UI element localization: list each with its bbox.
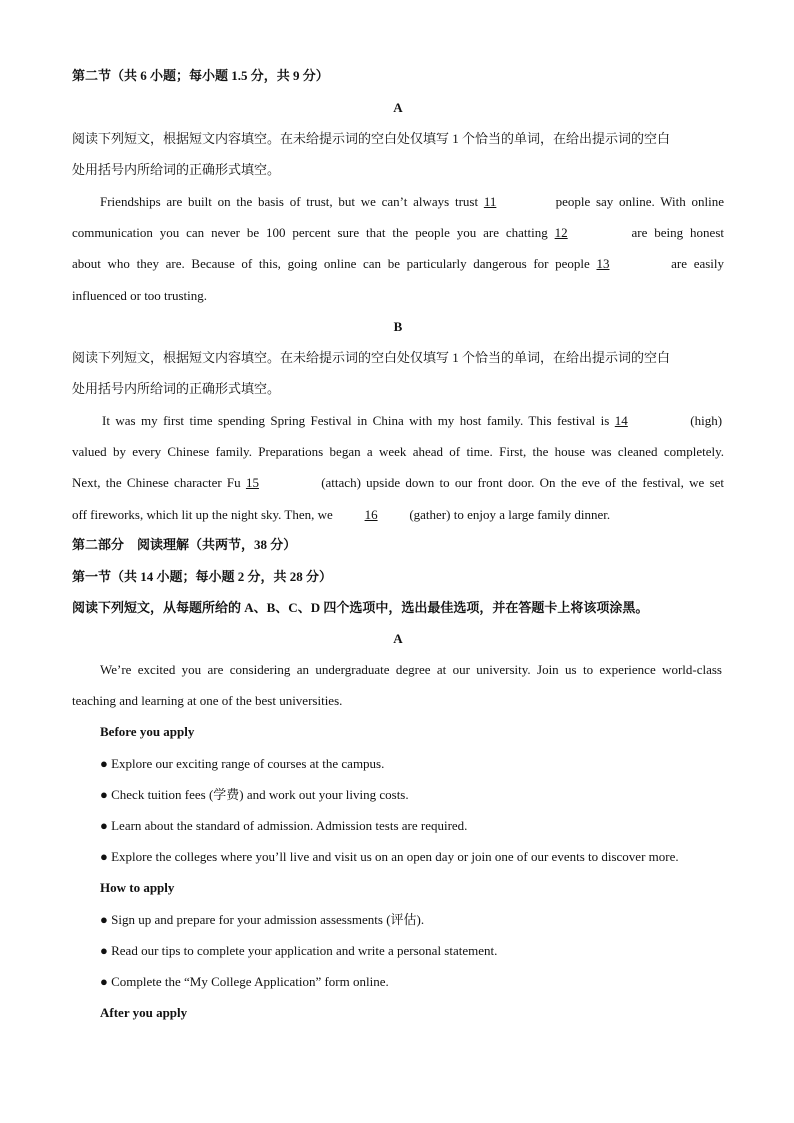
list-item: ● Learn about the standard of admission. Admission tests are required. — [100, 818, 468, 833]
text: off fireworks, which lit up the night sky. Then, we — [72, 507, 333, 522]
section-heading: 第二节（共 6 小题；每小题 1.5 分，共 9 分） — [72, 68, 329, 83]
paragraph-line — [102, 413, 722, 429]
paragraph-line — [100, 194, 724, 210]
list-item: ● Sign up and prepare for your admission assessments (评估). — [100, 912, 425, 927]
list-item: ● Complete the “My College Application” form online. — [100, 974, 389, 989]
part-heading: 第二部分 阅读理解（共两节，38 分） — [72, 537, 297, 552]
instruction-line-2: 处用括号内所给词的正确形式填空。 — [72, 381, 281, 396]
list-item: ● Check tuition fees (学费) and work out your living costs. — [100, 787, 409, 802]
passage-letter-a: A — [393, 631, 403, 646]
list-item: ● Explore the colleges where you’ll live and visit us on an open day or join one of our events to discover more. — [100, 849, 679, 864]
after-apply-heading: After you apply — [100, 1005, 188, 1020]
text: It was my first time spending Spring Festival in China with my host family. This festival is — [102, 413, 610, 428]
instruction-line-1: 阅读下列短文，根据短文内容填空。在未给提示词的空白处仅填写 1 个恰当的单词，在给出提示词的空白 — [72, 131, 671, 146]
text: people say online. With online — [555, 194, 724, 209]
blank-16: 16 — [364, 507, 378, 522]
paragraph-line — [72, 256, 724, 272]
text: (gather) to enjoy a large family dinner. — [409, 507, 611, 522]
text: (high) — [690, 413, 723, 428]
blank-11: 11 — [483, 194, 497, 209]
paragraph-line: valued by every Chinese family. Preparations began a week ahead of time. First, the house was cleaned completely. — [72, 444, 724, 459]
list-item: ● Read our tips to complete your application and write a personal statement. — [100, 943, 498, 958]
blank-15: 15 — [245, 475, 259, 490]
blank-12: 12 — [554, 225, 568, 240]
blank-14: 14 — [614, 413, 628, 428]
paragraph-line: influenced or too trusting. — [72, 288, 208, 303]
how-to-apply-heading: How to apply — [100, 880, 175, 895]
text: about who they are. Because of this, going online can be particularly dangerous for people — [72, 256, 590, 271]
text: communication you can never be 100 percent sure that the people you are chatting — [72, 225, 548, 240]
text: Next, the Chinese character Fu — [72, 475, 241, 490]
blank-13: 13 — [596, 256, 610, 271]
text: are being honest — [631, 225, 724, 240]
part-letter-b: B — [393, 319, 403, 334]
paragraph-line — [72, 225, 724, 241]
passage-intro-line: We’re excited you are considering an undergraduate degree at our university. Join us to experience world-class — [100, 662, 722, 677]
before-apply-heading: Before you apply — [100, 724, 195, 739]
list-item: ● Explore our exciting range of courses at the campus. — [100, 756, 385, 771]
paragraph-line — [72, 507, 724, 523]
part-letter-a: A — [393, 100, 403, 115]
text: are easily — [671, 256, 725, 271]
paragraph-line — [72, 475, 724, 491]
text: Friendships are built on the basis of trust, but we can’t always trust — [100, 194, 479, 209]
instruction-line-2: 处用括号内所给词的正确形式填空。 — [72, 162, 281, 177]
reading-instruction: 阅读下列短文，从每题所给的 A、B、C、D 四个选项中，选出最佳选项，并在答题卡上将该项涂黑。 — [72, 600, 649, 615]
passage-intro-line: teaching and learning at one of the best universities. — [72, 693, 343, 708]
section-heading: 第一节（共 14 小题；每小题 2 分，共 28 分） — [72, 569, 333, 584]
text: (attach) upside down to our front door. On the eve of the festival, we set — [321, 475, 725, 490]
instruction-line-1: 阅读下列短文，根据短文内容填空。在未给提示词的空白处仅填写 1 个恰当的单词，在给出提示词的空白 — [72, 350, 671, 365]
